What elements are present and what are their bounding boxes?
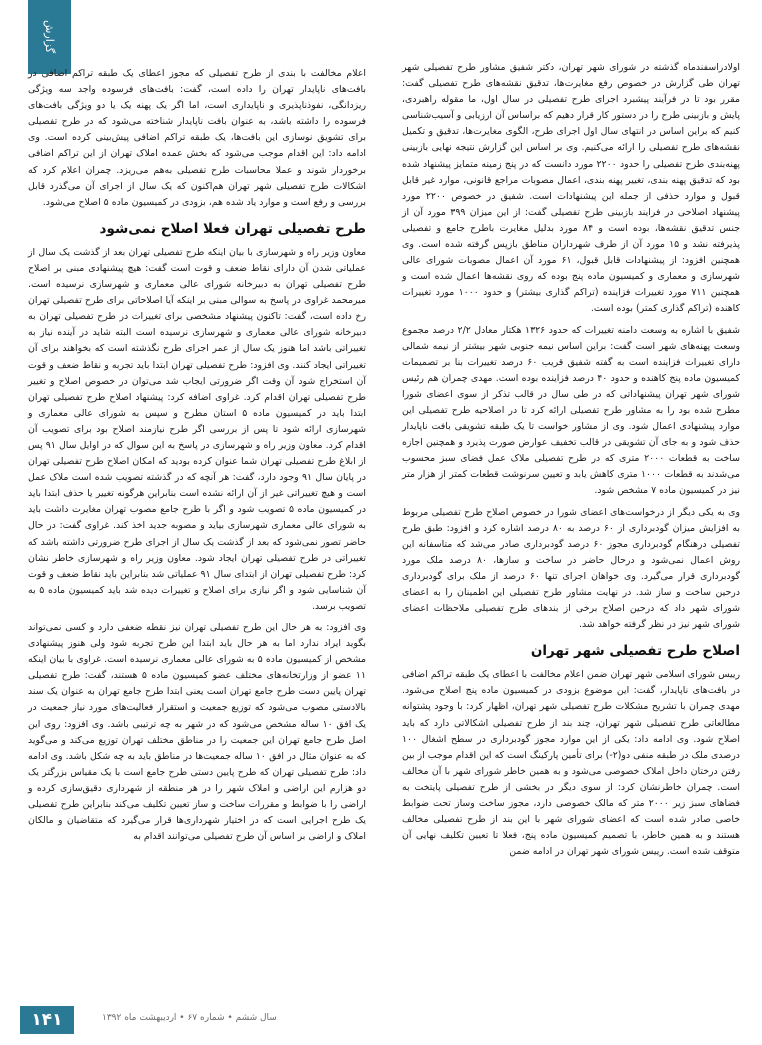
paragraph: معاون وزیر راه و شهرسازی با بیان اینکه طرح تفصیلی تهران بعد از گذشت یک سال از عملیاتی شدن آن دارای نقاط ضعف و قوت است گفت: هیچ پیشنهادی مبنی بر اصلاح طرح تفصیلی تهران به دبیرخانه شورای عالی معماری و شهرسازی نرسیده است. میرمحمد غراوی در پاسخ به سوالی مبنی بر اینکه آیا اصلاحاتی برای طرح تفصیلی تهران رخ داده است، گفت: تاکنون پیشنهاد مشخصی برای تغییرات در طرح تفصیلی تهران به دبیرخانه شورای عالی معماری و شهرسازی نرسیده است البته شاید در آینده نیاز به تغییراتی باشد اما هنوز یک سال از عمر اجرای طرح نگذشته است که بخواهند برای آن تغییراتی ایجاد کنند. وی افزود: طرح تفصیلی تهران ابتدا باید تجربه و نقاط ضعف و قوت آن استخراج شود آن وقت اگر ضرورتی ایجاب شد می‌توان در خصوص اصلاح و تغییر طرح تفصیلی تهران اقدام کرد. غراوی اضافه کرد: پیشنهاد اصلاح طرح تفصیلی تهران ابتدا باید در کمیسیون ماده ۵ استان مطرح و سپس به شورای عالی معماری و شهرسازی ارائه شود تا پس از بررسی اگر طرح نیازمند اصلاح بود برای تصویب آن اقدام کرد. معاون وزیر راه و شهرسازی در پاسخ به این سوال که در اوایل سال ۹۱ پس از ابلاغ طرح تفصیلی تهران شما عنوان کرده بودید که امکان اصلاح طرح تفصیلی تهران در پایان سال ۹۱ وجود دارد، گفت: هر آنچه که در گذشته تصویب شده است ملاک عمل است و هیچ تغییراتی غیر از آن ارائه نشده است بنابراین هرگونه تغییر یا حذف ابتدا باید در کمیسیون ماده ۵ تصویب شود و اگر با طرح جامع مصوب تهران مغایرت داشت باید به شورای عالی معماری شهرسازی بیاید و مصوبه جدید اخذ کند. غراوی گفت: در حال حاضر تصور نمی‌شود که بعد از گذشت یک سال از اجرای طرح ضرورتی داشته باشد که تغییراتی در طرح تفصیلی تهران ایجاد شود. معاون وزیر راه و شهرسازی خاطر نشان کرد: طرح تفصیلی تهران از ابتدای سال ۹۱ عملیاتی شد بنابراین باید نقاط ضعف و قوت آن شناسایی شود و اگر نیازی برای اصلاح و تغییرات دیده شد باید کمیسیون ماده ۵ به تصویب برسد. — [28, 246, 367, 612]
paragraph: رییس شورای اسلامی شهر تهران ضمن اعلام مخالفت با اعطای یک طبقه تراکم اضافی در بافت‌های ناپایدار، گفت: این موضوع بزودی در کمیسیون ماده پنج اصلاح می‌شود. مهدی چمران با تشریح مشکلات طرح تفصیلی شهر تهران، اظهار کرد: با وجود پشتوانه مطالعاتی طرح تفصیلی شهر تهران، چند بند از طرح تفصیلی اشکالاتی دارد که باید اصلاح شود. وی ادامه داد: یکی از این موارد مجوز گودبرداری در سطح اشغال ۱۰۰ درصدی ملک در طبقه منفی دو(۲-) برای تأمین پارکینگ است که این اقدام موجب از بین رفتن درختان داخل املاک خصوصی می‌شود و به همین خاطر شورای شهر با آن مخالف است. چمران خاطرنشان کرد: از سوی دیگر در بخشی از طرح تفصیلی پایتخت به فضاهای سبز زیر ۲۰۰۰ متر که مالک خصوصی دارد، مجوز ساخت وساز تحت ضوابط خاصی صادر شده است که اعضای شورای شهر با این بند از طرح تفصیلی مخالف هستند و به همین خاطر، با تصمیم کمیسیون ماده پنج، فعلا تا تعیین تکلیف نهایی آن متوقف شده است. رییس شورای شهر تهران در ادامه ضمن — [402, 669, 740, 858]
paragraph: وی افزود: به هر حال این طرح تفصیلی تهران نیز نقطه ضعفی دارد و کسی نمی‌تواند بگوید ایراد ندارد اما به هر حال باید ابتدا این طرح تجربه شود ولی هنوز پیشنهادی مشخص از کمیسیون ماده ۵ به شورای عالی معماری نرسیده است. غراوی با بیان اینکه ۱۱ عضو از وزارتخانه‌های مختلف عضو کمیسیون ماده ۵ هستند، گفت: طرح تفصیلی تهران پایین دست طرح جامع تهران است یعنی ابتدا طرح جامع تهران به عنوان یک سند بالادستی مصوب می‌شود که توزیع جمعیت و استقرار فعالیت‌های مورد نیاز جمعیت در یک افق ۱۰ ساله مشخص می‌شود که در شهر به چه ترتیبی باشد. وی افزود: روی این اصل طرح جامع تهران این جمعیت را در مناطق مختلف تهران توزیع می‌کند و می‌گوید که به عنوان مثال در افق ۱۰ ساله جمعیت‌ها در مناطق باید به چه شکل باشد. وی ادامه داد: طرح تفصیلی تهران که طرح پایین دستی طرح جامع است با یک مقیاس بزرگتر یک دو هزارم این اراضی و املاک شهر را در هر منطقه از شهرداری دقیق‌سازی کرده و اراضی را با ضوابط و مقررات ساخت و ساز تعیین تکلیف می‌کند بنابراین طرح تفصیلی یک طرح اجرایی است که در اختیار شهرداری‌ها قرار می‌گیرد که متقاضیان و مالکان املاک و اراضی بر اساس آن طرح تفصیلی می‌توانند اقدام به — [28, 622, 366, 843]
paragraph: اعلام مخالفت با بندی از طرح تفصیلی که مجوز اعطای یک طبقه تراکم اضافی در بافت‌های ناپایدار تهران را داده است، گفت: بافت‌های فرسوده واجد سه ویژگی ریزدانگی، نفوذناپذیری و ناپایداری است، اما اگر یک پهنه یک یا دو ویژگی بافت‌های فرسوده را داشته باشد، به عنوان بافت ناپایدار شناخته می‌شود که در طرح تفصیلی برای تشویق نوسازی این بافت‌ها، یک طبقه تراکم اضافی پیش‌بینی کرده است. وی ادامه داد: این اقدام موجب می‌شود که بخش عمده املاک تهران از این تراکم اضافی برخوردار شوند و عملا محاسبات طرح تفصیلی به‌هم می‌ریزد. چمران اعلام کرد که اشکالات طرح تفصیلی شهر تهران هم‌اکنون که یک سال از اجرای آن می‌گذرد قابل بررسی و رفع است و موارد یاد شده هم، بزودی در کمیسیون ماده ۵ اصلاح می‌شود. — [28, 68, 366, 208]
section-tab — [28, 0, 71, 74]
article-column-left — [28, 66, 366, 850]
section-heading: طرح تفصیلی تهران فعلا اصلاح نمی‌شود — [99, 220, 366, 237]
paragraph: اولادراسفندماه گذشته در شورای شهر تهران، دکتر شفیق مشاور طرح تفصیلی شهر تهران طی گزارش در خصوص رفع مغایرت‌ها، تدقیق نقشه‌های طرح تفصیلی گفت: مقرر بود تا در فرآیند پیشبرد اجرای طرح تفصیلی در سال اول، ما مقوله راهبردی، پایش و بازبینی طرح را در دستور کار قرار دهیم که براساس آن ارزیابی و آسیب‌شناسی کنیم که براین اساس در انتهای سال اول اجرای طرح، الگوی مغایرت‌ها، تدقیق و تکمیل نقشه‌های طرح تفصیلی را ارائه می‌کنیم. وی بر اساس این گزارش نتیجه نهایی بازبینی پهنه‌بندی طرح تفصیلی را حدود ۲۲۰۰ مورد دانست که در پنج زمینه متمایز پیشنهاد شده بود که تدقیق پهنه بندی، تغییر پهنه بندی، اعمال مصوبات مراجع قانونی، موارد غیر قابل قبول و موارد حذفی از جمله این پیشنهادات است. شفیق در خصوص ۲۲۰۰ مورد پیشنهاد اصلاحی در فرایند بازبینی طرح تفصیلی گفت: از این میزان ۳۹۹ مورد آن از جنس تدقیق نقشه‌ها، بوده است و ۸۴ مورد بدلیل مغایرت باطرح جامع و تفصیلی پذیرفته نشد و ۱۵ مورد آن از طرف شهرداران مناطق بازپس گرفته شده است. وی همچنین افزود: از پیشنهادات قابل قبول، ۶۱ مورد آن اعمال مصوبات شورای عالی شهرسازی و معماری و کمیسیون ماده پنج بوده که روی نقشه‌ها اعمال شده است و همچنین ۷۱۱ مورد تغییرات فزاینده (تراکم گذاری بیشتر) و حدود ۱۰۰۰ مورد تغییرات کاهنده (تراکم گذاری کمتر) بوده است. — [402, 62, 740, 315]
section-heading: اصلاح طرح تفصیلی شهر تهران — [530, 643, 740, 660]
paragraph: وی به یکی دیگر از درخواست‌های اعضای شورا در خصوص اصلاح طرح تفصیلی مربوط به افزایش میزان گودبرداری از ۶۰ درصد به ۸۰ درصد اشاره کرد و افزود: طبق طرح تفصیلی درهنگام گودبرداری مجوز ۶۰ درصد گودبرداری صادر می‌شد که متاسفانه این روش اعمال نمی‌شود و درحال حاضر در ساخت و سازها، ۸۰ درصد ملک مورد گودبرداری قرار می‌گیرد. وی خواهان اجرای تنها ۶۰ درصد از ملک برای گودبرداری درحین ساخت و ساز شد. در نهایت مشاور طرح تفصیلی این اطمینان را به اعضای شورای شهر داد که درحین اصلاح برخی از بندهای طرح تفصیلی ملاحظات اعضای شورای شهر نیز در نظر گرفته خواهد شد. — [402, 506, 741, 631]
article-column-right — [402, 60, 740, 865]
issue-info: سال ششم • شماره ۶۷ • اردیبهشت ماه ۱۳۹۲ — [102, 1013, 277, 1023]
page-number: ۱۴۱ — [20, 1006, 74, 1034]
page-footer — [0, 1006, 762, 1036]
section-tab-label: گزارش — [43, 20, 56, 54]
paragraph: شفیق با اشاره به وسعت دامنه تغییرات که حدود ۱۳۲۶ هکتار معادل ۲/۲ درصد مجموع وسعت پهنه‌های شهر است گفت: براین اساس نیمه جنوبی شهر بیشتر از نیمه شمالی دارای تغییرات فزاینده است به گفته شفیق قریب ۶۰ درصد تغییرات بنا بر تصمیمات کمیسیون ماده پنج کاهنده و حدود ۴۰ درصد فزاینده بوده است. مهدی چمران هم رئیس شورای شهر تهران پیشنهاداتی که در طی سال در قالب تذکر از سوی اعضای شورا مطرح شده بود را به مشاور طرح تفصیلی ارائه کرد تا در اصلاحیه طرح تفصیلی این موارد پیشنهادی اعمال شود. وی از مشاور خواست تا یک طبقه تشویقی بافت ناپایدار حذف شود و به جای آن تشویقی در قالب تخفیف عوارض صورت پذیرد و همچنین اجازه ساخت به قطعات ۲۰۰۰ متری که در طرح تفصیلی ملاک عمل فضای سبز محسوب می‌شدند به قطعات ۱۰۰۰ متری کاهش یابد و تعیین سرنوشت قطعات کمتر از هزار متر نیز در کمیسیون ماده ۷ مشخص شود. — [402, 324, 741, 497]
